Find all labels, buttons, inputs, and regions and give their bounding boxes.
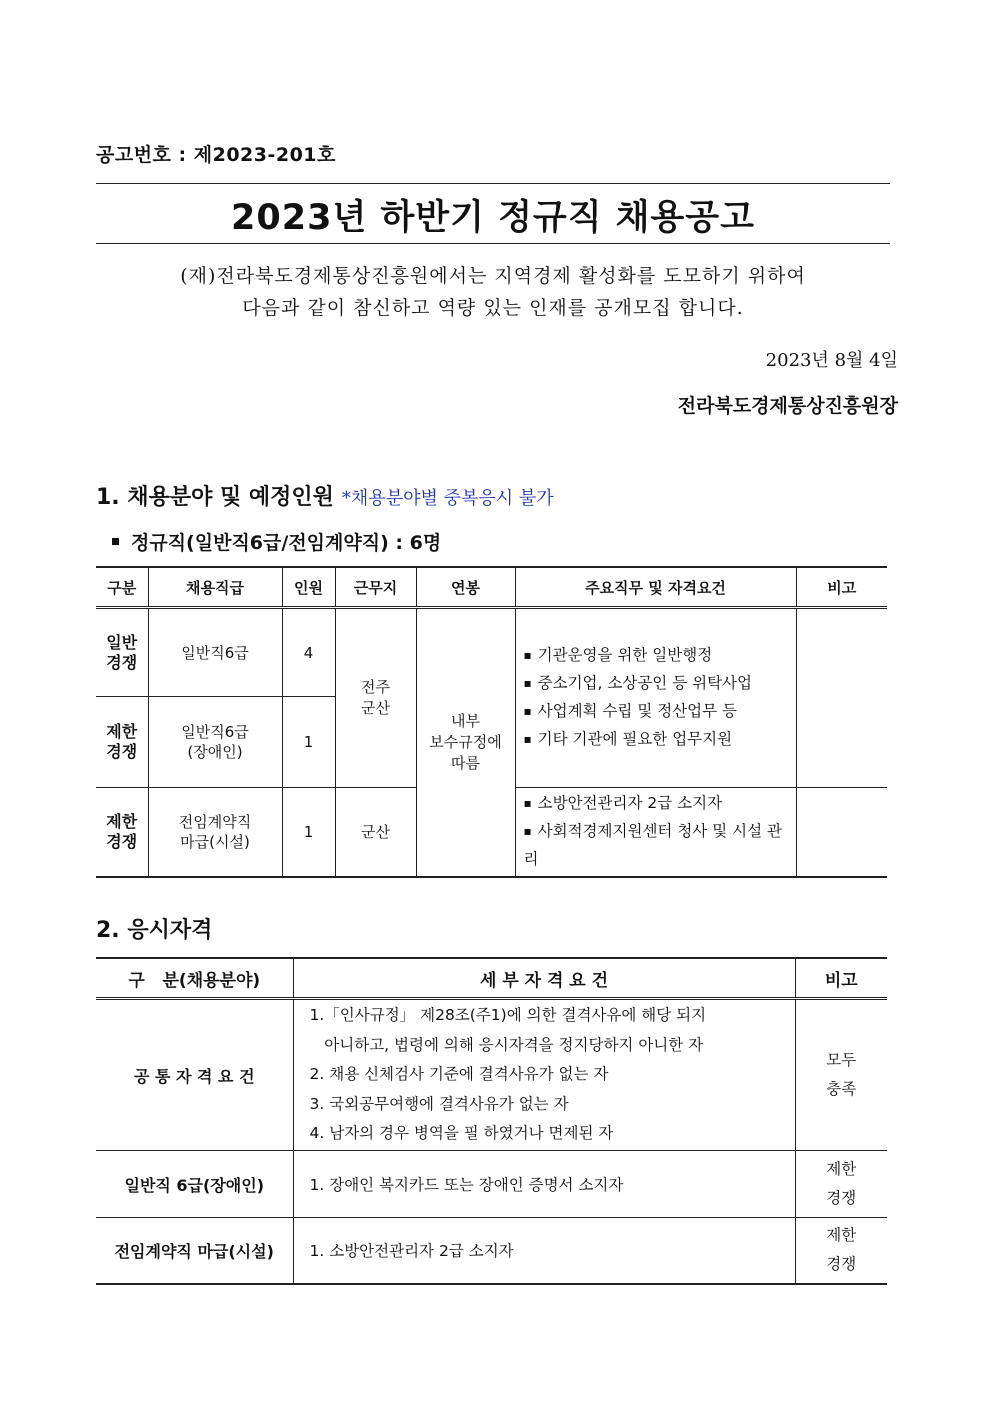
list-item: 4. 남자의 경우 병역을 필 하였거나 면제된 자 <box>309 1124 614 1143</box>
row-kind: 전임계약직 마급(시설) <box>96 1218 293 1284</box>
col-header: 비고 <box>796 567 887 608</box>
row-count: 1 <box>282 697 335 788</box>
table-header-row <box>96 958 887 999</box>
row-salary: 내부 보수규정에 따름 <box>416 608 515 877</box>
intro-line-1: (재)전라북도경제통상진흥원에서는 지역경제 활성화를 도모하기 위하여 <box>180 265 806 287</box>
list-item: ▪ 소방안전관리자 2급 소지자 <box>524 790 796 818</box>
intro-line-2: 다음과 같이 참신하고 역량 있는 인재를 공개모집 합니다. <box>242 297 744 319</box>
notice-date: 2023년 8월 4일 <box>765 350 898 371</box>
table-row <box>96 1218 887 1284</box>
row-remark <box>796 608 887 788</box>
list-item: 3. 국외공무여행에 결격사유가 없는 자 <box>309 1094 569 1113</box>
table-row <box>96 999 887 1151</box>
row-duties <box>515 788 796 877</box>
list-item: 아니하고, 법령에 의해 응시자격을 정지당하지 아니한 자 <box>309 1035 704 1054</box>
row-requirements <box>293 999 795 1151</box>
section2-heading: 2. 응시자격 <box>96 918 213 943</box>
table-row <box>96 1151 887 1218</box>
row-requirements: 1. 장애인 복지카드 또는 장애인 증명서 소지자 <box>293 1151 795 1218</box>
row-location: 전주 군산 <box>335 608 416 788</box>
row-remark: 모두 충족 <box>795 999 887 1151</box>
col-header: 구 분(채용분야) <box>96 958 293 999</box>
table-header-row <box>96 567 887 608</box>
duties-list <box>524 790 796 873</box>
list-item: 2. 채용 신체검사 기준에 결격사유가 없는 자 <box>309 1065 609 1084</box>
row-grade: 일반직6급 (장애인) <box>148 697 282 788</box>
row-kind: 일반직 6급(장애인) <box>96 1151 293 1218</box>
row-kind: 제한 경쟁 <box>96 788 148 877</box>
col-header: 근무지 <box>335 567 416 608</box>
row-location: 군산 <box>335 788 416 877</box>
row-grade: 전임계약직 마급(시설) <box>148 788 282 877</box>
requirements-list <box>294 1001 795 1149</box>
list-item: 1.「인사규정」 제28조(주1)에 의한 결격사유에 해당 되지 <box>309 1006 707 1025</box>
row-count: 4 <box>282 608 335 697</box>
title-top-rule <box>96 183 890 184</box>
list-item: ▪ 기관운영을 위한 일반행정 <box>524 642 796 670</box>
notice-number: 공고번호 : 제2023-201호 <box>96 144 336 166</box>
row-count: 1 <box>282 788 335 877</box>
col-header: 구분 <box>96 567 148 608</box>
row-kind: 제한 경쟁 <box>96 697 148 788</box>
section1-heading <box>96 480 554 511</box>
col-header: 세 부 자 격 요 건 <box>293 958 795 999</box>
col-header: 연봉 <box>416 567 515 608</box>
list-item: ▪ 사회적경제지원센터 청사 및 시설 관리 <box>524 818 796 873</box>
qualifications-table <box>96 957 887 1285</box>
list-item: ▪ 기타 기관에 필요한 업무지원 <box>524 726 796 754</box>
row-duties <box>515 608 796 788</box>
section1-note: *채용분야별 중복응시 불가 <box>341 488 554 509</box>
row-remark <box>796 788 887 877</box>
duties-list <box>524 642 796 754</box>
section1-bullet <box>112 528 441 555</box>
row-grade: 일반직6급 <box>148 608 282 697</box>
page-title: 2023년 하반기 정규직 채용공고 <box>231 198 755 238</box>
row-requirements: 1. 소방안전관리자 2급 소지자 <box>293 1218 795 1284</box>
list-item: ▪ 중소기업, 소상공인 등 위탁사업 <box>524 670 796 698</box>
positions-table <box>96 566 887 878</box>
section1-title: 1. 채용분야 및 예정인원 <box>96 485 334 510</box>
col-header: 주요직무 및 자격요건 <box>515 567 796 608</box>
col-header: 비고 <box>795 958 887 999</box>
list-item: ▪ 사업계획 수립 및 정산업무 등 <box>524 698 796 726</box>
section1-bullet-text: 정규직(일반직6급/전임계약직) : 6명 <box>131 532 442 554</box>
table-row <box>96 608 887 697</box>
row-kind: 일반 경쟁 <box>96 608 148 697</box>
title-bottom-rule <box>96 243 890 244</box>
square-bullet-icon <box>112 538 119 545</box>
col-header: 채용직급 <box>148 567 282 608</box>
col-header: 인원 <box>282 567 335 608</box>
row-kind: 공 통 자 격 요 건 <box>96 999 293 1151</box>
row-remark: 제한 경쟁 <box>795 1151 887 1218</box>
organization-name: 전라북도경제통상진흥원장 <box>677 395 898 417</box>
row-remark: 제한 경쟁 <box>795 1218 887 1284</box>
